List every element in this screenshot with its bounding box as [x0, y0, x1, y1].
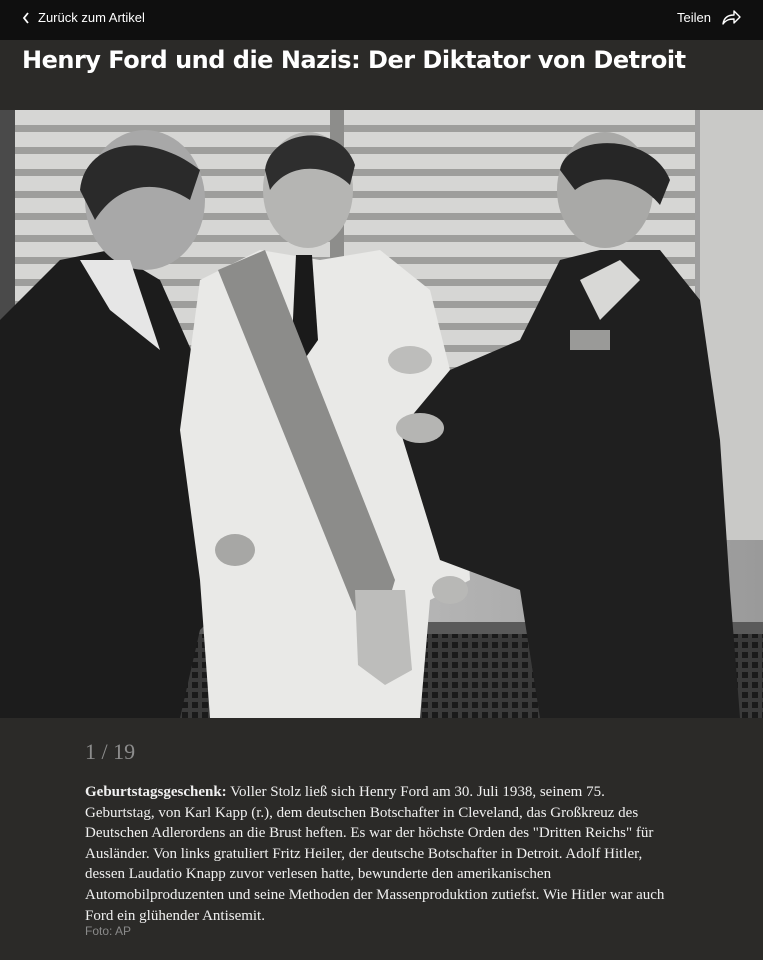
- back-to-article-link[interactable]: [22, 10, 145, 25]
- gallery-photo[interactable]: [0, 110, 763, 718]
- share-label: Teilen: [677, 9, 711, 25]
- photo-credit: Foto: AP: [85, 924, 132, 938]
- top-bar: [0, 0, 763, 40]
- share-button[interactable]: [677, 8, 741, 26]
- caption-text: Voller Stolz ließ sich Henry Ford am 30. Juli 1938, seinem 75. Geburtstag, von Karl Kapp (r.), dem deutschen Botschafter in Cleveland, das Großkreuz des Deutschen Adlerordens an die Brust heften. Es war der höchste Orden des "Dritten Reichs" für Ausländer. Von links gratuliert Fritz Heiler, der deutsche Botschafter in Detroit. Adolf Hitler, dessen Laudatio Knapp zuvor verlesen hatte, bewunderte den amerikanischen Automobilproduzenten und seine Methoden der Massenproduktion zutiefst. Wie Hitler war auch Ford ein glühender Antisemit.: [85, 784, 665, 924]
- image-caption: [85, 782, 675, 926]
- image-counter: 1 / 19: [85, 739, 136, 764]
- chevron-left-icon: [22, 12, 30, 24]
- share-arrow-icon: [721, 8, 741, 26]
- caption-lead: Geburtstagsgeschenk:: [85, 784, 227, 800]
- page-title: Henry Ford und die Nazis: Der Diktator von Detroit: [22, 46, 686, 74]
- back-label: Zurück zum Artikel: [38, 10, 145, 25]
